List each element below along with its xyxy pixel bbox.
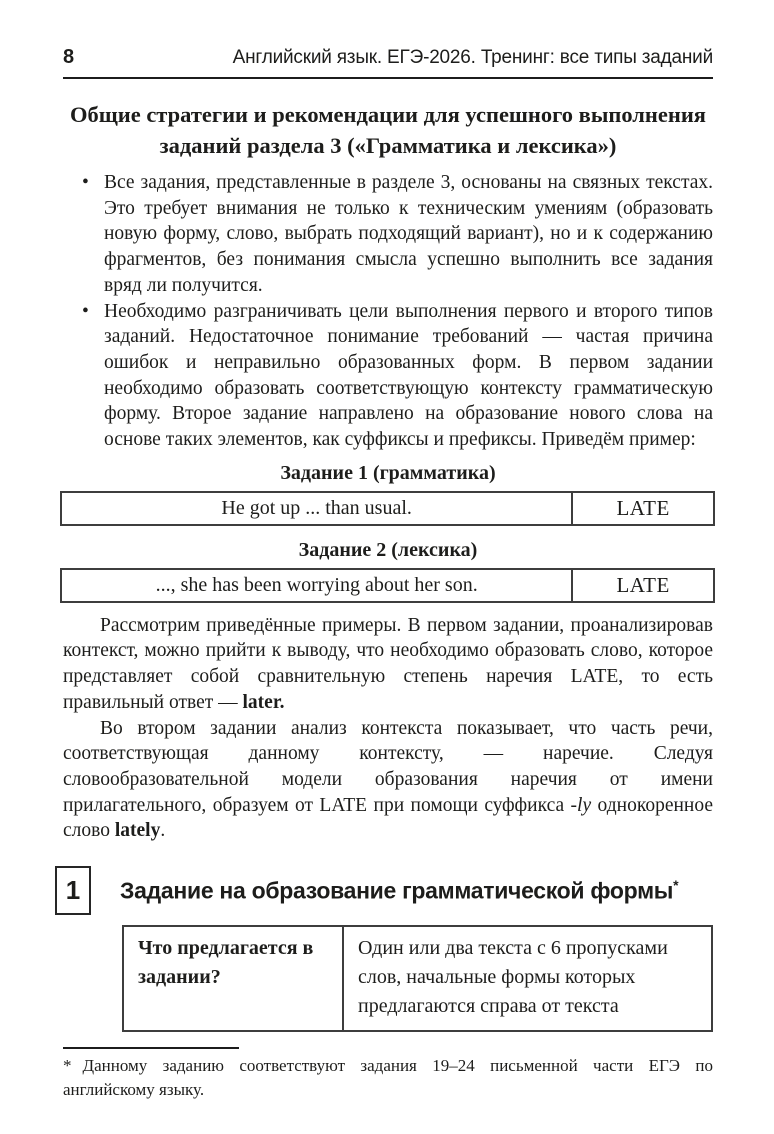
bullet-item xyxy=(63,299,713,453)
answer-word-later: later. xyxy=(242,691,285,713)
paragraph-text: однокоренное слово xyxy=(63,794,713,842)
paragraph-text: Рассмотрим приведённые примеры. В первом задании, проанализировав контекст, можно прийти к выводу, что необходимо образовать слово, которое представляет собой сравнительную степень наречия LATE, то есть правильный ответ — xyxy=(63,614,713,713)
example-2-caption: Задание 2 (лексика) xyxy=(298,538,478,561)
footnote xyxy=(63,1054,713,1102)
running-title: Английский язык. ЕГЭ-2026. Тренинг: все типы заданий xyxy=(232,47,713,68)
strategy-bullet-list xyxy=(63,170,713,453)
table-row xyxy=(61,492,714,525)
section-title xyxy=(120,877,678,905)
answer-word-lately: lately xyxy=(114,820,161,842)
example-2-table xyxy=(60,568,715,603)
example-1-caption: Задание 1 (грамматика) xyxy=(280,461,496,484)
example-1-table xyxy=(60,491,715,526)
footnote-text: Данному заданию соответствуют задания 19–24 письменной части ЕГЭ по английскому языку. xyxy=(63,1056,713,1100)
task-question-cell: Что предлагается в задании? xyxy=(123,926,343,1031)
bullet-icon: • xyxy=(82,172,89,193)
analysis-paragraph-2 xyxy=(63,716,713,845)
section-heading-row xyxy=(63,866,713,915)
footnote-reference-asterisk: * xyxy=(673,876,679,893)
paragraph-text: . xyxy=(160,820,166,842)
example-1-keyword: LATE xyxy=(572,492,714,525)
example-1-sentence: He got up ... than usual. xyxy=(61,492,572,525)
table-row xyxy=(61,569,714,602)
bullet-item xyxy=(63,170,713,299)
page-title-line1: Общие стратегии и рекомендации для успешного выполнения xyxy=(70,102,706,127)
section-number-badge: 1 xyxy=(55,866,91,915)
bullet-text: Все задания, представленные в разделе 3, основаны на связных текстах. Это требует внимания не только к техническим умениям (образовать новую форму, слово, выбрать подходящий вариант), но и к содержанию фрагментов, без понимания смысла успешно выполнить все задания вряд ли получится. xyxy=(104,172,713,296)
bullet-icon: • xyxy=(82,300,89,322)
page-title-line2: заданий раздела 3 («Грамматика и лексика») xyxy=(159,133,617,158)
task-description-table xyxy=(122,925,713,1032)
footnote-separator xyxy=(63,1047,239,1049)
running-header xyxy=(63,46,713,79)
task-answer-cell: Один или два текста с 6 пропусками слов, начальные формы которых предлагаются справа от текста xyxy=(343,926,712,1031)
analysis-paragraph-1 xyxy=(63,613,713,716)
section-title-text: Задание на образование грамматической формы xyxy=(120,877,674,904)
example-2-sentence: ..., she has been worrying about her son. xyxy=(61,569,572,602)
example-2-keyword: LATE xyxy=(572,569,714,602)
suffix-ly: -ly xyxy=(570,794,592,816)
table-row xyxy=(123,926,712,1031)
paragraph-text: Во втором задании анализ контекста показывает, что часть речи, соответствующая данному контексту, — наречие. Следуя словообразовательной модели образования наречия от имени прилагательного, образуем от LATE при помощи суффикса xyxy=(63,717,713,816)
bullet-text: Необходимо разграничивать цели выполнения первого и второго типов заданий. Недостаточное понимание требований — частая причина ошибок и неправильно образованных форм. В первом задании необходимо образовать соответствующую контексту грамматическую форму. Второе задание направлено на образование нового слова на основе таких элементов, как суффиксы и префиксы. Приведём пример: xyxy=(104,300,713,451)
footnote-marker: * xyxy=(63,1056,72,1076)
page-number: 8 xyxy=(63,46,75,68)
page-title xyxy=(63,99,713,161)
